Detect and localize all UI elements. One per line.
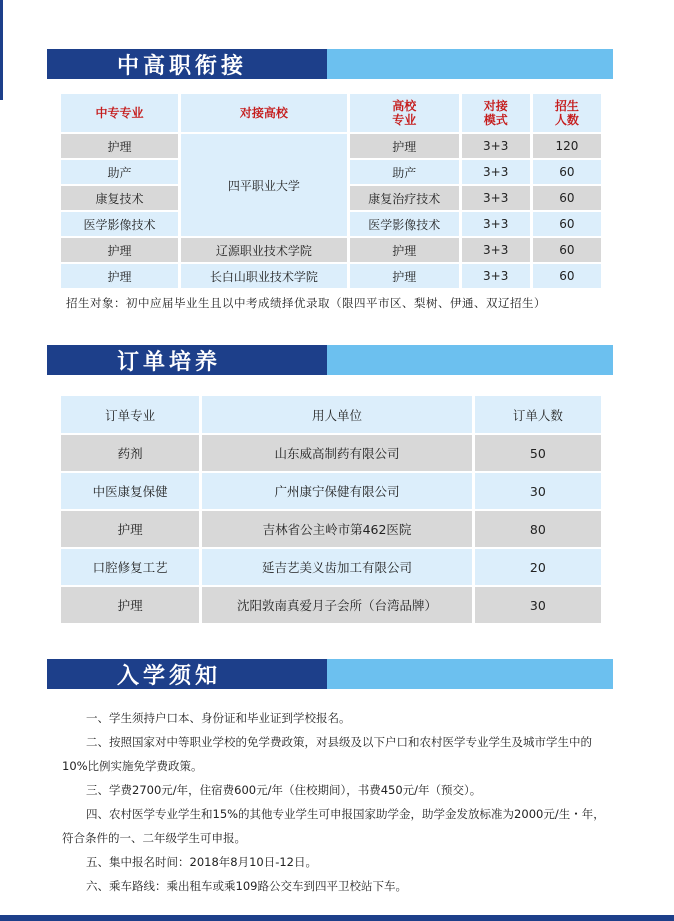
cell-mode: 3+3 xyxy=(462,186,530,210)
cell-target: 护理 xyxy=(350,134,459,158)
cell-count: 20 xyxy=(475,549,601,585)
notice-item-4-cont: 符合条件的一、二年级学生可申报。 xyxy=(62,831,246,845)
section-header-admission-notice xyxy=(47,659,613,689)
cell-count: 60 xyxy=(533,186,601,210)
cell-employer: 沈阳敦南真爱月子会所（台湾品牌） xyxy=(202,587,472,623)
cell-mode: 3+3 xyxy=(462,160,530,184)
table-row xyxy=(61,238,601,262)
cell-school: 长白山职业技术学院 xyxy=(181,264,347,288)
cell-major: 康复技术 xyxy=(61,186,178,210)
articulation-table xyxy=(58,92,604,290)
section-title: 订单培养 xyxy=(117,348,222,375)
cell-major: 护理 xyxy=(61,587,199,623)
cell-count: 30 xyxy=(475,587,601,623)
cell-employer: 吉林省公主岭市第462医院 xyxy=(202,511,472,547)
footer-bar xyxy=(0,915,674,921)
cell-major: 护理 xyxy=(61,238,178,262)
notice-item-4: 四、农村医学专业学生和15%的其他专业学生可申报国家助学金，助学金发放标准为2000元/生・年， xyxy=(86,807,605,821)
col-header-school: 对接高校 xyxy=(181,94,347,132)
cell-target: 医学影像技术 xyxy=(350,212,459,236)
cell-target: 助产 xyxy=(350,160,459,184)
cell-major: 口腔修复工艺 xyxy=(61,549,199,585)
notice-item-5: 五、集中报名时间：2018年8月10日-12日。 xyxy=(86,855,317,869)
cell-mode: 3+3 xyxy=(462,134,530,158)
table-row xyxy=(61,435,601,471)
cell-major: 药剂 xyxy=(61,435,199,471)
cell-major: 医学影像技术 xyxy=(61,212,178,236)
col-header-major: 订单专业 xyxy=(61,396,199,433)
enrollment-note: 招生对象：初中应届毕业生且以中考成绩择优录取（限四平市区、梨树、伊通、双辽招生） xyxy=(66,296,546,310)
table-row xyxy=(61,134,601,158)
col-header-major: 中专专业 xyxy=(61,94,178,132)
cell-count: 30 xyxy=(475,473,601,509)
notice-item-6: 六、乘车路线：乘出租车或乘109路公交车到四平卫校站下车。 xyxy=(86,879,407,893)
cell-count: 60 xyxy=(533,212,601,236)
cell-school: 四平职业大学 xyxy=(181,134,347,236)
col-header-employer: 用人单位 xyxy=(202,396,472,433)
cell-count: 120 xyxy=(533,134,601,158)
notice-item-2: 二、按照国家对中等职业学校的免学费政策，对县级及以下户口和农村医学专业学生及城市学生中的 xyxy=(86,735,592,749)
cell-mode: 3+3 xyxy=(462,212,530,236)
cell-major: 护理 xyxy=(61,264,178,288)
cell-target: 护理 xyxy=(350,238,459,262)
cell-count: 60 xyxy=(533,238,601,262)
cell-mode: 3+3 xyxy=(462,238,530,262)
cell-employer: 广州康宁保健有限公司 xyxy=(202,473,472,509)
cell-count: 60 xyxy=(533,160,601,184)
table-row xyxy=(61,264,601,288)
col-header-count: 招生 人数 xyxy=(533,94,601,132)
cell-employer: 山东威高制药有限公司 xyxy=(202,435,472,471)
cell-major: 助产 xyxy=(61,160,178,184)
col-header-count: 订单人数 xyxy=(475,396,601,433)
section-title: 中高职衔接 xyxy=(117,52,248,79)
cell-employer: 延吉艺美义齿加工有限公司 xyxy=(202,549,472,585)
notice-item-1: 一、学生须持户口本、身份证和毕业证到学校报名。 xyxy=(86,711,351,725)
section-title: 入学须知 xyxy=(117,662,222,689)
admission-notice xyxy=(62,706,608,898)
cell-target: 康复治疗技术 xyxy=(350,186,459,210)
cell-major: 护理 xyxy=(61,134,178,158)
cell-count: 60 xyxy=(533,264,601,288)
col-header-target: 高校 专业 xyxy=(350,94,459,132)
cell-major: 中医康复保健 xyxy=(61,473,199,509)
left-accent-stripe xyxy=(0,0,3,100)
cell-target: 护理 xyxy=(350,264,459,288)
section-header-order-training xyxy=(47,345,613,375)
table-row xyxy=(61,549,601,585)
cell-count: 80 xyxy=(475,511,601,547)
notice-item-3: 三、学费2700元/年，住宿费600元/年（住校期间），书费450元/年（预交）。 xyxy=(86,783,482,797)
cell-major: 护理 xyxy=(61,511,199,547)
cell-mode: 3+3 xyxy=(462,264,530,288)
table-row xyxy=(61,473,601,509)
section-header-articulation xyxy=(47,49,613,79)
table-row xyxy=(61,511,601,547)
cell-count: 50 xyxy=(475,435,601,471)
table-row xyxy=(61,587,601,623)
notice-item-2-cont: 10%比例实施免学费政策。 xyxy=(62,759,203,773)
cell-school: 辽源职业技术学院 xyxy=(181,238,347,262)
col-header-mode: 对接 模式 xyxy=(462,94,530,132)
order-training-table xyxy=(58,394,604,625)
